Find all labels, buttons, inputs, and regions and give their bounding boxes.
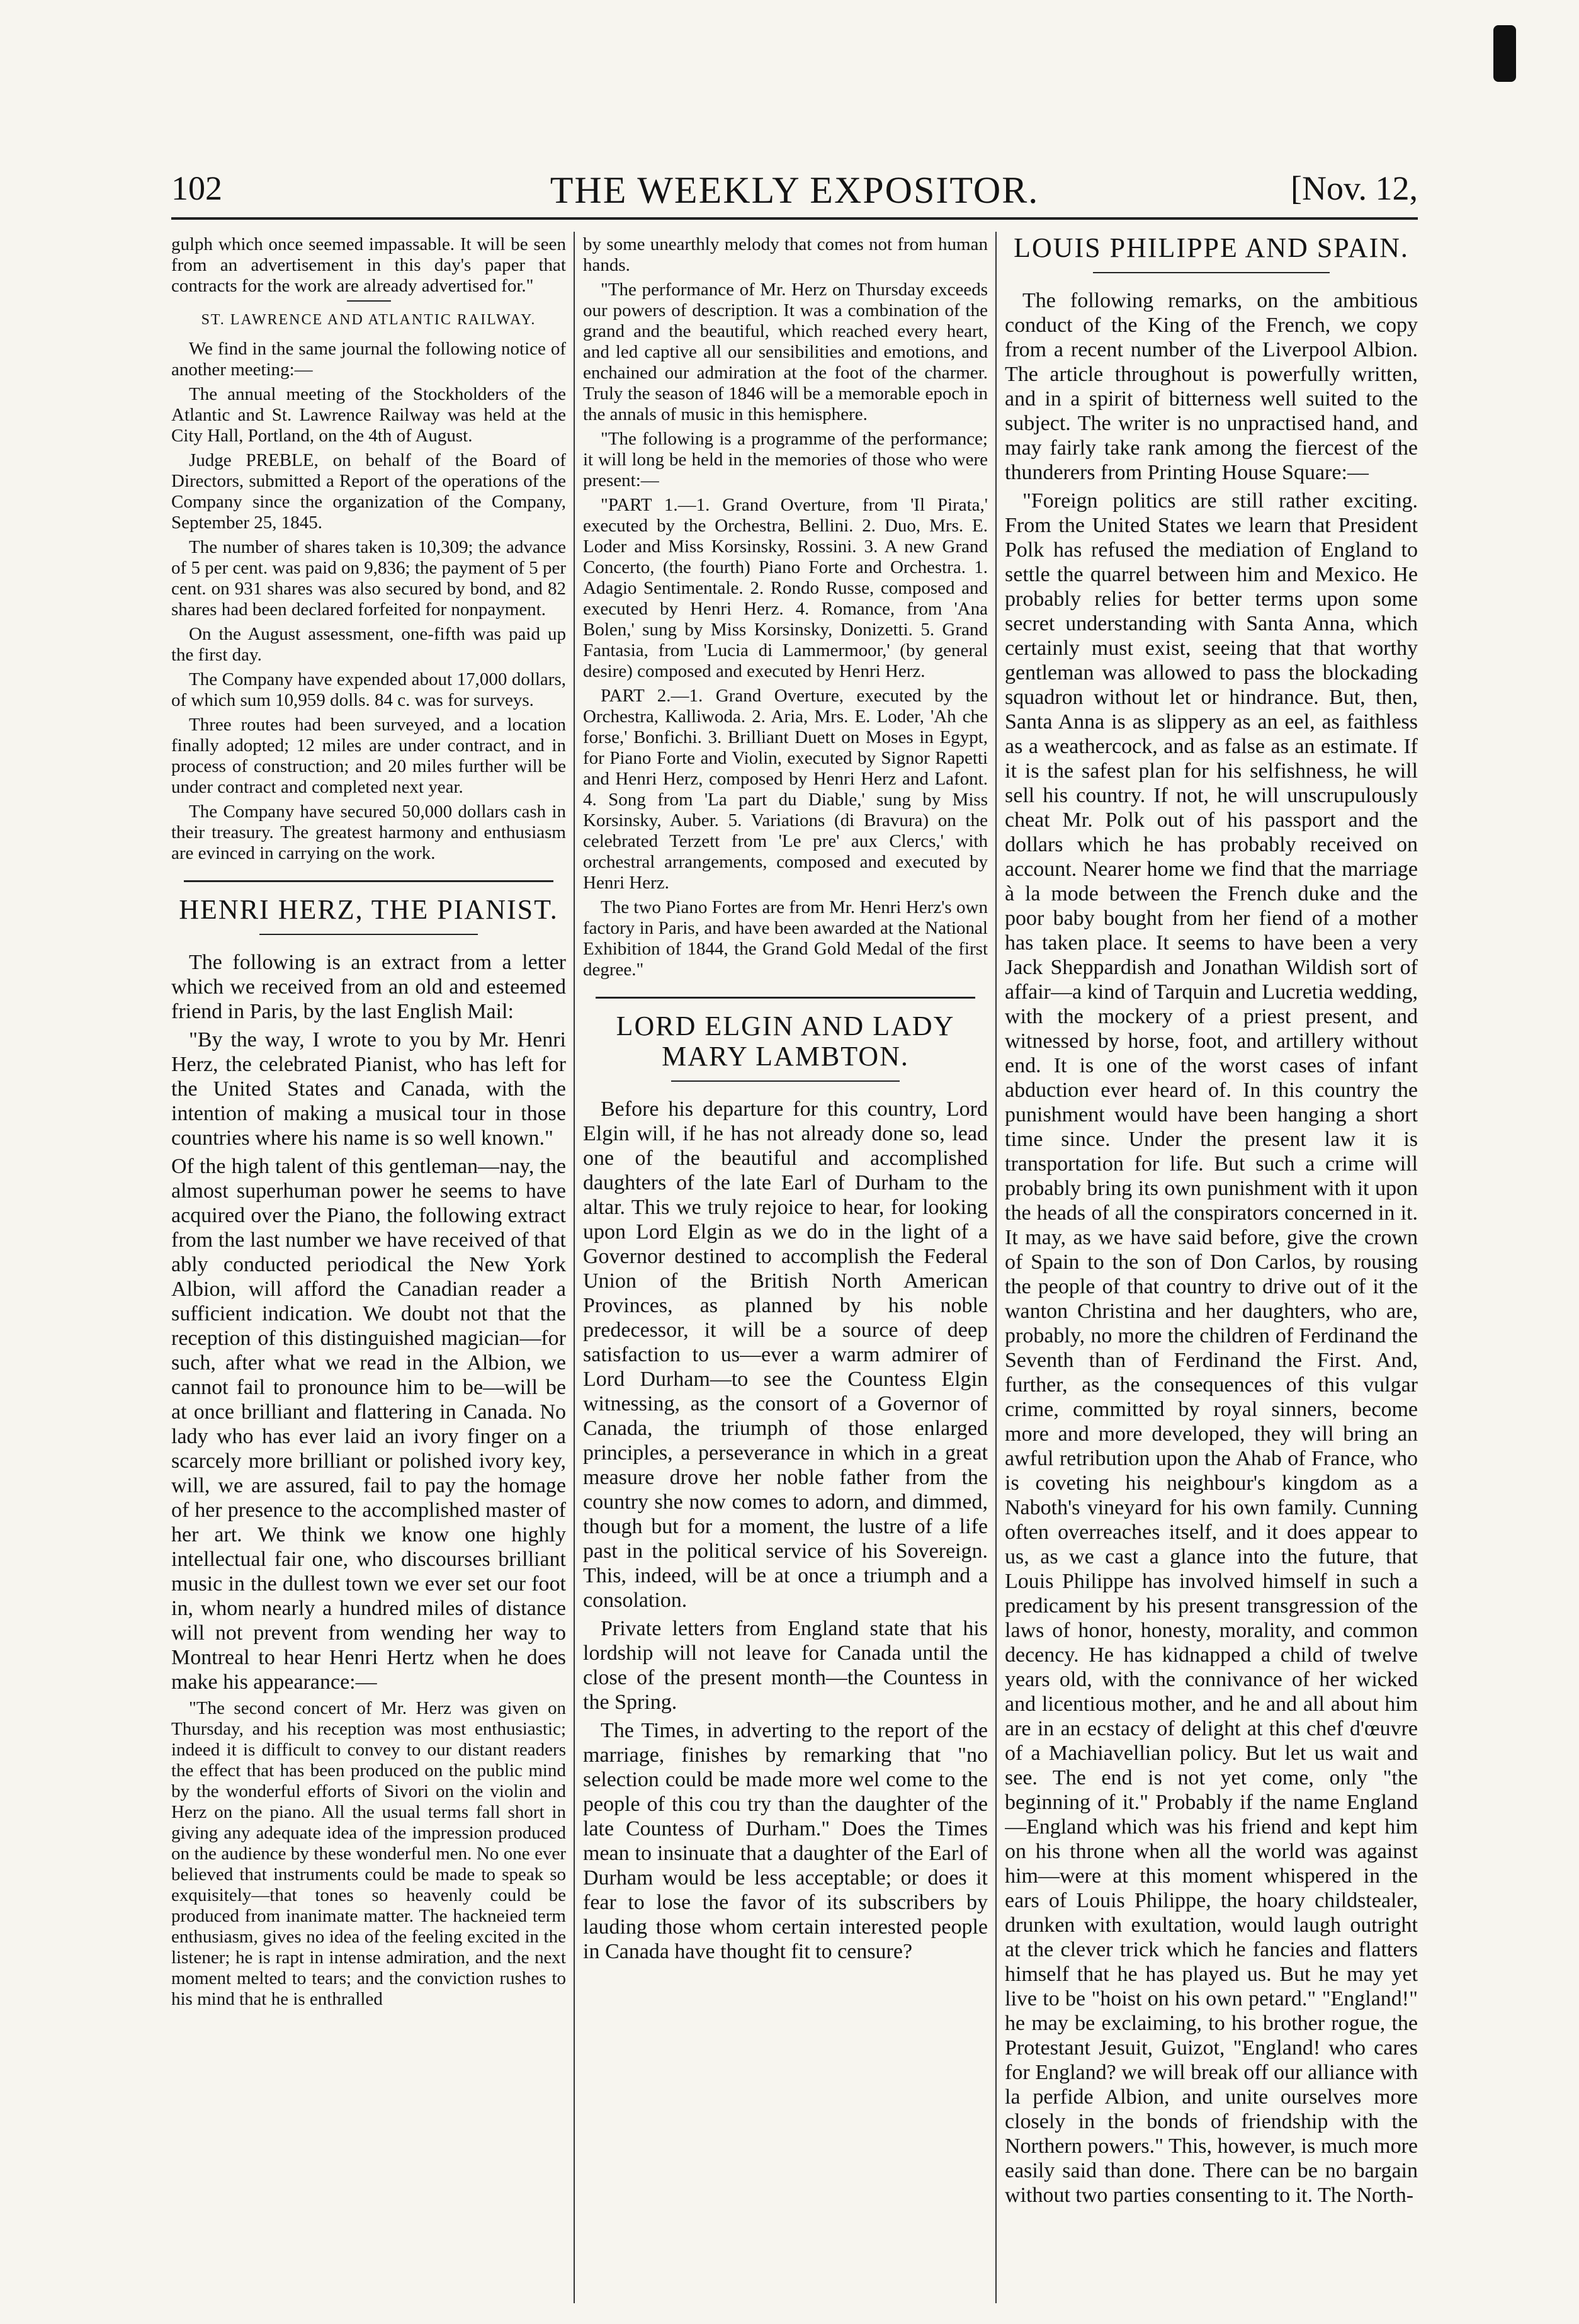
paragraph: "The following is a programme of the performance; it will long be held in the memories of those who were present:—: [583, 429, 988, 490]
paragraph: The Company have expended about 17,000 dollars, of which sum 10,959 dolls. 84 c. was for surveys.: [171, 669, 566, 710]
section-rule: [184, 880, 553, 882]
column-rule: [995, 232, 997, 2303]
louis-philippe-heading: LOUIS PHILIPPE AND SPAIN.: [1014, 232, 1409, 263]
column-1: [171, 232, 566, 2310]
quoted-article: "Foreign politics are still rather exciting. From the United States we learn that President Polk has refused the mediation of England to settle the quarrel between him and Mexico. He probably relies for better terms upon some secret understanding with Santa Anna, which certainly must exist, seeing that that worthy gentleman was allowed to pass the blockading squadron without let or hindrance. But, then, Santa Anna is as slippery as an eel, as faithless as a weathercock, and as false as an estimate. If it is the safest plan for his selfishness, he will sell his country. If not, he will unscrupulously cheat Mr. Polk out of his passport and the dollars which he has probably received on account. Nearer home we find that the marriage à la mode between the French duke and the poor baby bought from her fiend of a mother has taken place. It seems to have been a very Jack Sheppardish and Jonathan Wildish sort of affair—a kind of Tarquin and Lucretia wedding, with the mockery of a priest present, and witnessed by horse, foot, and artillery without end. It is one of the worst cases of infant abduction ever heard of. In this country the punishment would have been hanging a short time since. Under the present law it is transportation for life. But such a crime will probably bring its own punishment with it upon the heads of all the conspirators concerned in it. It may, as we have said before, give the crown of Spain to the son of Don Carlos, by rousing the people of that country to drive out of it the wanton Christina and her daughters, who are, probably, no more the children of Ferdinand the Seventh than of Ferdinand the First. And, further, as the consequences of this vulgar crime, committed by royal sinners, become more and more developed, they will bring an awful retribution upon the Ahab of France, who is coveting his neighbour's kingdom as a Naboth's vineyard for his own family. Cunning often overreaches itself, and it does appear to us, as we cast a glance into the future, that Louis Philippe has involved himself in such a predicament by his present transgression of the laws of honor, honesty, morality, and common decency. He has kidnapped a child of twelve years old, with the connivance of her wicked and licentious mother, and he and all about him are in an ecstacy of delight at this chef d'œuvre of a Machiavellian policy. But let us wait and see. The end is not yet come, only "the beginning of it." Probably if the name England—England which was his friend and kept him on his throne when all the world was against him—were at this moment whispered in the ears of Louis Philippe, the hoary childstealer, drunken with exultation, would laugh outright at the clever trick which he fancies and flatters himself that he has played us. But he may yet live to be "hoist on his own petard." "England!" he may be exclaiming, to his brother rogue, the Protestant Jesuit, Guizot, "England! who cares for England? we will break off our alliance with la perfide Albion, and unite ourselves more closely in the bonds of friendship with the Northern powers." This, however, is much more easily said than done. There can be no bargain without two parties consenting to it. The North-: [1005, 489, 1418, 2207]
elgin-heading: LORD ELGIN AND LADY MARY LAMBTON.: [616, 1011, 955, 1072]
programme-part-2: PART 2.—1. Grand Overture, executed by the Orchestra, Kalliwoda. 2. Aria, Mrs. E. Loder, 'Ah che forse,' Bonfichi. 3. Brilliant Duett on Moses in Egypt, for Piano Forte and Violin, executed by Signor Rapetti and Henri Herz, composed by Henri Herz and Lafont. 4. Song from 'La part du Diable,' sung by Miss Korsinsky, Auber. 5. Variations (di Bravura) on the celebrated Terzett from 'Le pre' aux Clercs,' with orchestral arrangements, composed and executed by Henri Herz.: [583, 686, 988, 893]
divider: [347, 300, 391, 302]
paragraph: The number of shares taken is 10,309; the advance of 5 per cent. was paid on 9,836; the payment of 5 per cent. on 931 shares was also secured by bond, and 82 shares had been declared forfeited for nonpayment.: [171, 537, 566, 620]
paragraph: The annual meeting of the Stockholders of the Atlantic and St. Lawrence Railway was held at the City Hall, Portland, on the 4th of August.: [171, 384, 566, 446]
header-rule: [171, 217, 1418, 220]
column-2: [583, 232, 988, 2310]
heading-rule: [1093, 272, 1330, 273]
herz-heading: HENRI HERZ, THE PIANIST.: [179, 894, 558, 925]
column-3: [1005, 232, 1418, 2310]
paragraph: "By the way, I wrote to you by Mr. Henri Herz, the celebrated Pianist, who has left for the United States and Canada, with the intention of making a musical tour in those countries where his name is so well known.": [171, 1028, 566, 1150]
quoted-review: "The second concert of Mr. Herz was given on Thursday, and his reception was most enthusiastic; indeed it is difficult to convey to our distant readers the effect that has been produced on the public mind by the wonderful efforts of Sivori on the violin and Herz on the piano. All the usual terms fall short in giving any adequate idea of the impression produced on the audience by these wonderful men. No one ever believed that instruments could be made to speak so exquisitely—that tones so heavenly could be produced from inanimate matter. The hackneied term enthusiasm, gives no idea of the feeling excited in the listener; he is rapt in intense admiration, and the next moment melted to tears; and the conviction rushes to his mind that he is enthralled: [171, 1698, 566, 2009]
section-rule: [596, 997, 975, 999]
heading-rule: [671, 1080, 900, 1082]
paragraph: The two Piano Fortes are from Mr. Henri Herz's own factory in Paris, and have been awarded at the National Exhibition of 1844, the Grand Gold Medal of the first degree.": [583, 897, 988, 980]
railway-heading: ST. LAWRENCE AND ATLANTIC RAILWAY.: [201, 312, 536, 328]
heading-rule: [259, 934, 478, 935]
newspaper-title: THE WEEKLY EXPOSITOR.: [550, 169, 1039, 211]
paragraph: We find in the same journal the following notice of another meeting:—: [171, 339, 566, 380]
page-header: [171, 169, 1418, 213]
issue-date: [Nov. 12,: [1291, 169, 1418, 207]
paragraph: Before his departure for this country, Lord Elgin will, if he has not already done so, lead one of the beautiful and accomplished daughters of the late Earl of Durham to the altar. This we truly rejoice to hear, for looking upon Lord Elgin as we do in the light of a Governor destined to accomplish the Federal Union of the British North American Provinces, as planned by his noble predecessor, it will be a source of deep satisfaction to us—ever a warm admirer of Lord Durham—to see the Countess Elgin witnessing, as the consort of a Governor of Canada, the triumph of those enlarged principles, a perseverance in which in a great measure drove her noble father from the country she now comes to adorn, and dimmed, though but for a moment, the lustre of a life past in the political service of his Sovereign. This, indeed, will be at once a triumph and a consolation.: [583, 1097, 988, 1612]
paragraph: Of the high talent of this gentleman—nay, the almost superhuman power he seems to have acquired over the Piano, the following extract from the last number we have received of that ably conducted periodical the New York Albion, will afford the Canadian reader a sufficient indication. We doubt not that the reception of this distinguished magician—for such, after what we read in the Albion, we cannot fail to pronounce him to be—will be at once brilliant and flattering in Canada. No lady who has ever laid an ivory finger on a scarcely more brilliant or polished ivory key, will, we are assured, fail to pay the homage of her presence to the accomplished master of her art. We think we know one highly intellectual fair one, who discourses brilliant music in the dullest town we ever set our foot in, whom nearly a hundred miles of distance will not prevent from wending her way to Montreal to hear Henri Hertz when he does make his appearance:—: [171, 1155, 566, 1694]
page-number: 102: [171, 169, 222, 207]
programme-part-1: "PART 1.—1. Grand Overture, from 'Il Pirata,' executed by the Orchestra, Bellini. 2. Duo, Mrs. E. Loder and Miss Korsinsky, Rossini. 3. A new Grand Concerto, (the fourth) Piano Forte and Orchestra. 1. Adagio Sentimentale. 2. Rondo Russe, composed and executed by Henri Herz. 4. Romance, from 'Ana Bolen,' sung by Miss Korsinsky, Donizetti. 5. Grand Fantasia, from 'Lucia di Lammermoor,' (by general desire) composed and executed by Henri Herz.: [583, 495, 988, 681]
paragraph: The Times, in adverting to the report of the marriage, finishes by remarking that "no selection could be made more wel come to the people of this cou try than the daughter of the late Countess of Durham." Does the Times mean to insinuate that a daughter of the Earl of Durham would be less acceptable; or does it fear to lose the favor of its subscribers by lauding those whom certain interested people in Canada have thought fit to censure?: [583, 1719, 988, 1963]
paragraph: Three routes had been surveyed, and a location finally adopted; 12 miles are under contract, and in process of construction; and 20 miles further will be under contract and completed next year.: [171, 715, 566, 797]
paragraph: Private letters from England state that his lordship will not leave for Canada until the close of the present month—the Countess in the Spring.: [583, 1617, 988, 1714]
column-rule: [574, 232, 575, 2303]
paragraph: by some unearthly melody that comes not from human hands.: [583, 234, 988, 275]
paragraph: The Company have secured 50,000 dollars cash in their treasury. The greatest harmony and enthusiasm are evinced in carrying on the work.: [171, 802, 566, 863]
article-continuation: gulph which once seemed impassable. It will be seen from an advertisement in this day's paper that contracts for the work are already advertised for.": [171, 234, 566, 296]
paragraph: On the August assessment, one-fifth was paid up the first day.: [171, 624, 566, 665]
paragraph: "The performance of Mr. Herz on Thursday exceeds our powers of description. It was a combination of the grand and the beautiful, which reached every heart, and led captive all our sensibilities and emotions, and enchained our admiration at the foot of the charmer. Truly the season of 1846 will be a memorable epoch in the annals of music in this hemisphere.: [583, 280, 988, 424]
paragraph: The following remarks, on the ambitious conduct of the King of the French, we copy from a recent number of the Liverpool Albion. The article throughout is powerfully written, and in a spirit of bitterness well suited to the subject. The writer is no unpractised hand, and may fairly take rank among the fiercest of the thunderers from Printing House Square:—: [1005, 289, 1418, 484]
paragraph: The following is an extract from a letter which we received from an old and esteemed friend in Paris, by the last English Mail:: [171, 951, 566, 1023]
page-edge-mark: [1493, 25, 1516, 82]
paragraph: Judge PREBLE, on behalf of the Board of Directors, submitted a Report of the operations of the Company since the organization of the Company, September 25, 1845.: [171, 450, 566, 533]
